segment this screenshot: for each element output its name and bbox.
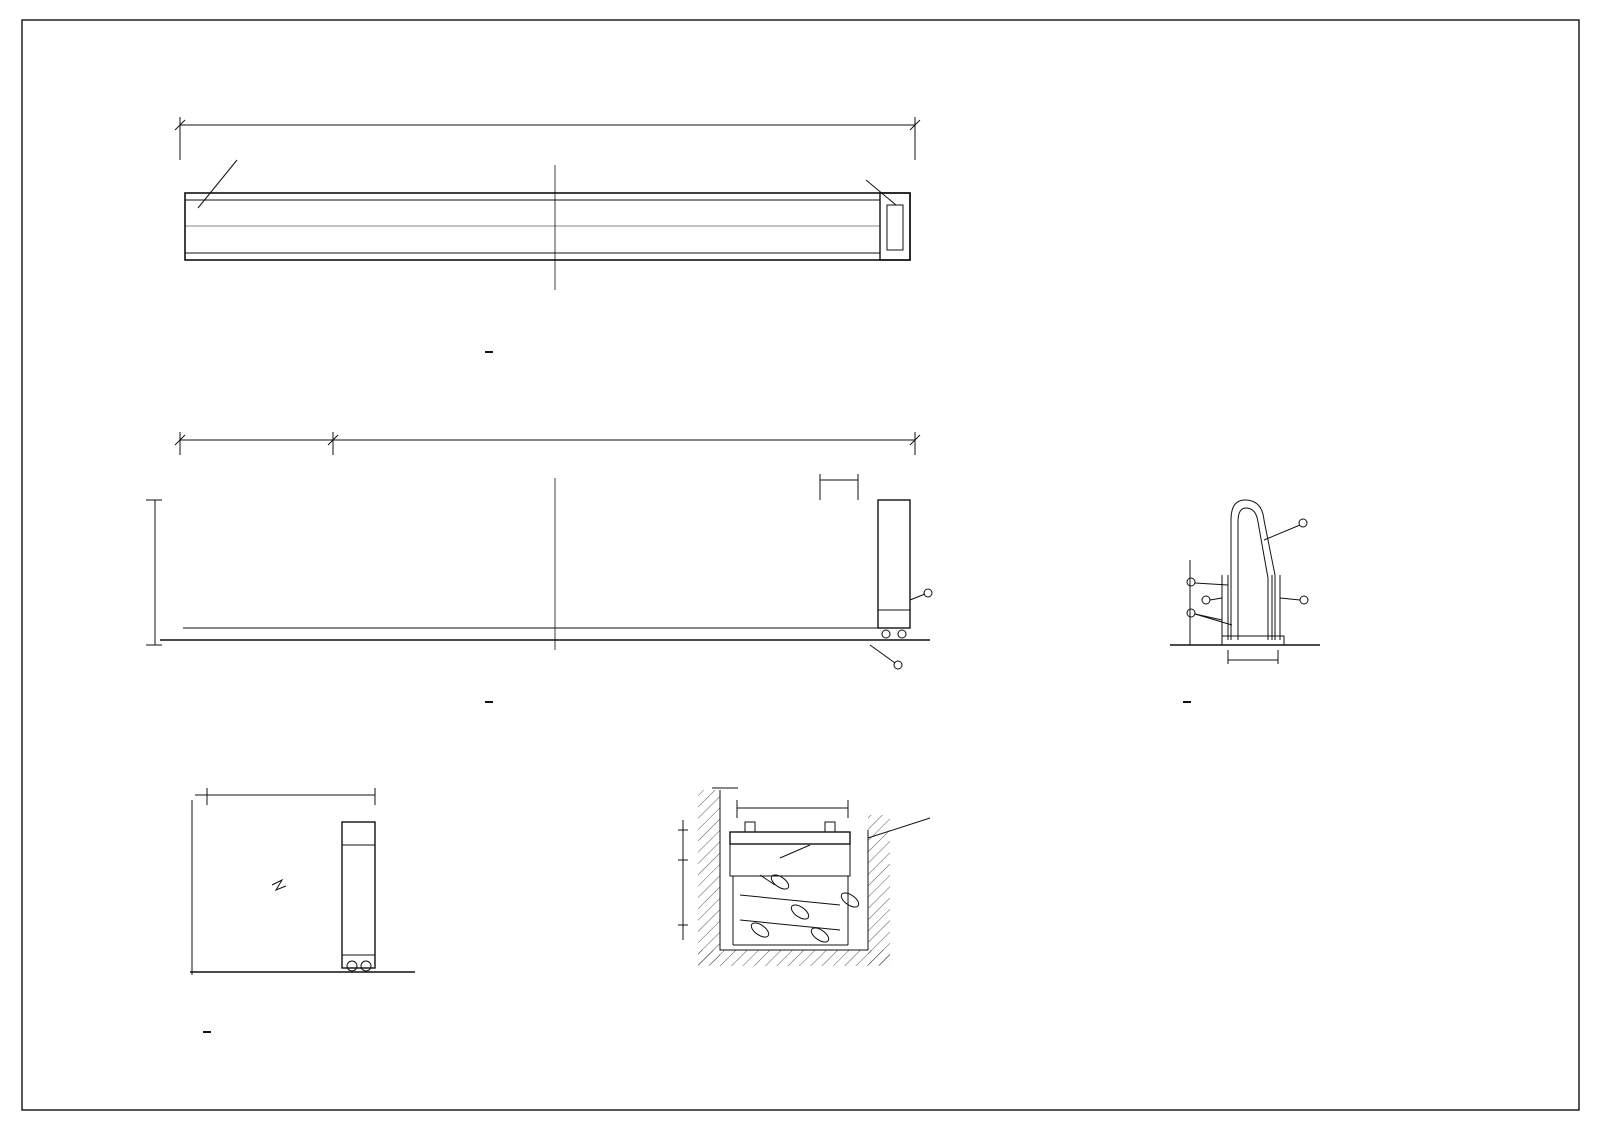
retracted-view-drawing (190, 788, 415, 975)
plan-caption (485, 330, 493, 353)
sheet-border (22, 20, 1579, 1110)
elevation-view-drawing (146, 432, 932, 669)
retract-caption (203, 1010, 211, 1033)
side-view-drawing (1170, 500, 1320, 664)
plan-view-drawing (175, 117, 920, 290)
elev-caption (485, 680, 493, 703)
side-caption (1183, 680, 1191, 703)
foundation-view-drawing (678, 788, 930, 966)
